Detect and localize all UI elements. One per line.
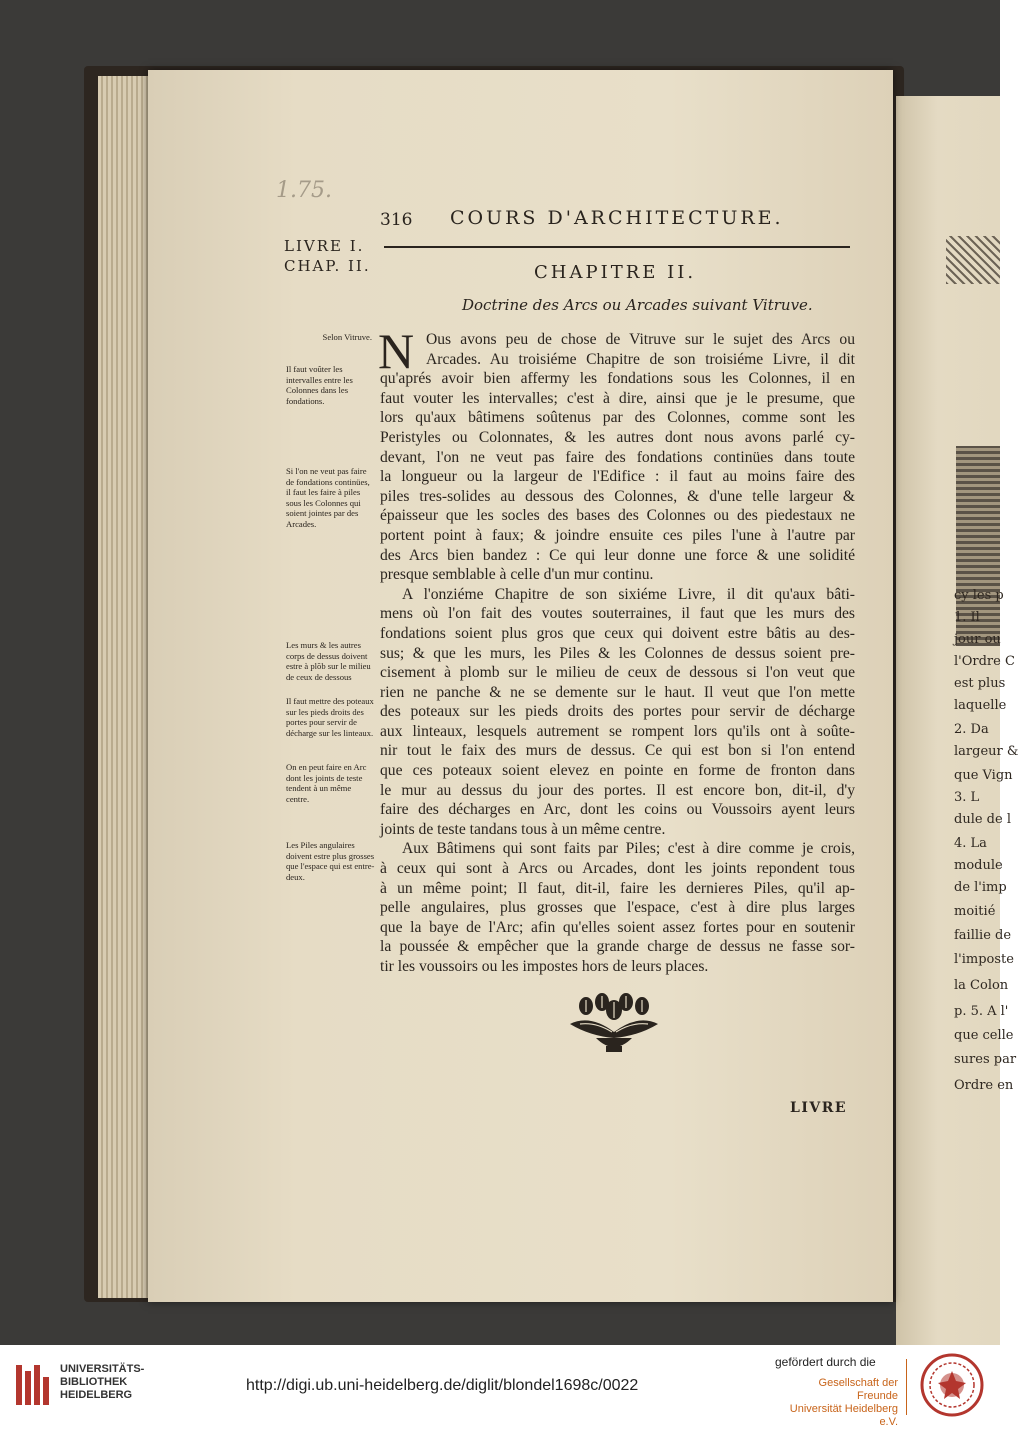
facing-page-line: dule de l xyxy=(954,812,1011,827)
drop-cap: N xyxy=(378,323,415,379)
facing-page-line: est plus xyxy=(954,676,1006,691)
text-line: à ceux qui sont à Arcs ou Arcades, dont les joints repondent tous xyxy=(380,860,855,878)
chapter-subtitle: Doctrine des Arcs ou Arcades suivant Vitruve. xyxy=(462,296,813,314)
facing-page-line: 2. Da xyxy=(954,722,989,737)
margin-note: Les murs & les autres corps de dessus doivent estre à plõb sur le milieu de ceux de dessous xyxy=(286,640,371,682)
facing-page-line: la Colon xyxy=(954,978,1009,993)
facing-page-line: moitié xyxy=(954,904,996,919)
text-line: lors qu'aux bâtimens soûtenus par des Colonnes, comme sont les xyxy=(380,409,855,427)
facing-page-line: 3. L xyxy=(954,790,980,805)
text-line: pelle angulaires, plus grosses que l'espace, c'est à dire plus larges xyxy=(380,899,855,917)
facing-page xyxy=(896,96,1018,1346)
margin-note: Il faut voûter les intervalles entre les Colonnes dans les fondations. xyxy=(286,364,353,406)
text-line: aux linteaux, lesquels autrement se rompent lors qu'ils ont à soûte- xyxy=(380,722,855,740)
facing-page-line: 4. La xyxy=(954,836,987,851)
text-line: des Arcs bien bandez : Ce qui leur donne une force & une solidité xyxy=(380,546,855,564)
flower-vase-ornament xyxy=(566,992,662,1056)
text-line: piles tres-solides au dessous des Colonnes, & d'une telle largeur & xyxy=(380,487,855,505)
facing-page-line: l'imposte xyxy=(954,952,1014,967)
body-lines xyxy=(378,323,855,977)
facing-page-line: jour ou xyxy=(954,632,1001,647)
university-library-logo-icon xyxy=(14,1361,54,1409)
text-line: portent point à faux; & joindre ensuite ces piles l'une à l'autre par xyxy=(380,526,855,544)
header-rule xyxy=(384,246,850,248)
facing-page-line: module xyxy=(954,858,1003,873)
facing-page-line: laquelle xyxy=(954,698,1007,713)
text-line: tir les voussoirs ou les impostes hors de leurs places. xyxy=(380,958,709,975)
facing-page-ornament xyxy=(946,236,1000,284)
footer-bar xyxy=(0,1345,1000,1428)
library-name: UNIVERSITÄTS- BIBLIOTHEK HEIDELBERG xyxy=(60,1363,145,1401)
facing-page-line: 1. Il xyxy=(954,610,980,625)
facing-page-line: que Vign xyxy=(954,768,1013,783)
text-line: nir tout le faix des murs de dessus. Ce qui est bon si l'on entend xyxy=(380,742,855,760)
pencil-mark: 1.75. xyxy=(276,178,332,203)
text-line: la longueur ou la largeur de l'Edifice : il faut au moins faire des xyxy=(380,468,855,486)
text-line: Peristyles ou Colonnates, & les autres dont nous avons parlé cy- xyxy=(380,428,855,446)
catchword: LIVRE xyxy=(790,1100,848,1116)
margin-note: Selon Vitruve. xyxy=(322,332,372,342)
text-line: devant, l'on ne veut pas faire des fondations continües dans toute xyxy=(380,448,855,466)
page-edges xyxy=(98,76,148,1298)
book-label: LIVRE I. xyxy=(284,237,365,255)
chapter-title: CHAPITRE II. xyxy=(534,262,697,283)
facing-page-line: cy les p xyxy=(954,588,1004,603)
text-line: mens où l'on fait des voutes souterraines, il faut que les murs des xyxy=(380,605,855,623)
text-line: fondations soient plus gros que ceux qui doivent estre bâtis au des- xyxy=(380,624,855,642)
text-line: faut vouter les intervalles; c'est à dire, ainsi que je le presume, que xyxy=(380,389,855,407)
running-title: COURS D'ARCHITECTURE. xyxy=(450,207,784,229)
permalink-url[interactable]: http://digi.ub.uni-heidelberg.de/diglit/blondel1698c/0022 xyxy=(246,1377,639,1394)
text-line: épaisseur que les socles des bases des Colonnes ou des piedestaux ne xyxy=(380,507,855,525)
text-line: sus; & que les murs, les Piles & les Colonnes de dessus soient pre- xyxy=(380,644,855,662)
text-line: à un même point; Il faut, dit-il, faire les dernieres Piles, qu'il ap- xyxy=(380,879,855,897)
text-line: Aux Bâtimens qui sont faits par Piles; c'est à dire comme je crois, xyxy=(402,840,855,858)
facing-page-line: faillie de xyxy=(954,928,1012,943)
text-line: la poussée & empêcher que la grande charge de dessus ne fasse sor- xyxy=(380,938,855,956)
text-line: que ces poteaux soient elevez en pointe en forme de fronton dans xyxy=(380,762,855,780)
text-line: cisement à plomb sur le milieu de ceux de dessous si l'on veut que xyxy=(380,664,855,682)
text-line: qu'aprés avoir bien affermy les fondations sous les Colonnes, il en xyxy=(380,370,855,388)
text-line: A l'onziéme Chapitre de son sixiéme Livre, il dit qu'aux bâti- xyxy=(402,585,855,603)
text-line: joints de teste tandans tous à un même centre. xyxy=(380,820,666,838)
text-line: des poteaux sur les pieds droits des portes pour servir de décharge xyxy=(380,703,855,721)
margin-note: Si l'on ne veut pas faire de fondations continües, il faut les faire à piles sous les Colonnes qui soient jointes par des Arcades. xyxy=(286,466,370,529)
margin-note: Il faut mettre des poteaux sur les pieds droits des portes pour servir de décharge sur les linteaux. xyxy=(286,696,374,738)
margin-note: On en peut faire en Arc dont les joints de teste tendent à un même centre. xyxy=(286,762,367,804)
text-line: presque semblable à celle d'un mur continu. xyxy=(380,566,654,584)
margin-note: Les Piles angulaires doivent estre plus grosses que l'espace qui est entre-deux. xyxy=(286,840,375,882)
sponsor-label: gefördert durch die xyxy=(775,1355,876,1369)
page-number: 316 xyxy=(380,210,413,230)
text-line: que la baye de l'Arc; afin qu'elles soient assez fortes pour en soutenir xyxy=(380,918,855,936)
facing-page-line: de l'imp xyxy=(954,880,1007,895)
facing-page-line: p. 5. A l' xyxy=(954,1004,1009,1019)
facing-page-line: largeur & xyxy=(954,744,1018,759)
facing-page-line: sures par xyxy=(954,1052,1017,1067)
chapter-label: CHAP. II. xyxy=(284,257,371,275)
book-chapter-label xyxy=(284,236,371,276)
text-line: rien ne panche & ne se demente sur le haut. Il veut que l'on mette xyxy=(380,683,855,701)
facing-page-line: que celle xyxy=(954,1028,1014,1043)
text-line: faire des décharges en Arc, dont les coins ou Voussoirs ayent leurs xyxy=(380,801,855,819)
facing-page-line: Ordre en xyxy=(954,1078,1014,1093)
facing-page-line: l'Ordre C xyxy=(954,654,1015,669)
university-seal-icon xyxy=(920,1353,984,1417)
sponsor-divider xyxy=(906,1359,907,1415)
text-line: Arcades. Au troisiéme Chapitre de son troisiéme Livre, il dit xyxy=(426,350,855,368)
sponsor-name: Gesellschaft der Freunde Universität Heidelberg e.V. xyxy=(789,1377,898,1428)
body-text xyxy=(378,323,855,977)
text-line: Ous avons peu de chose de Vitruve sur le sujet des Arcs ou xyxy=(426,331,855,348)
text-line: le mur au dessus du jour des portes. Il est encore bon, dit-il, d'y xyxy=(380,781,855,799)
